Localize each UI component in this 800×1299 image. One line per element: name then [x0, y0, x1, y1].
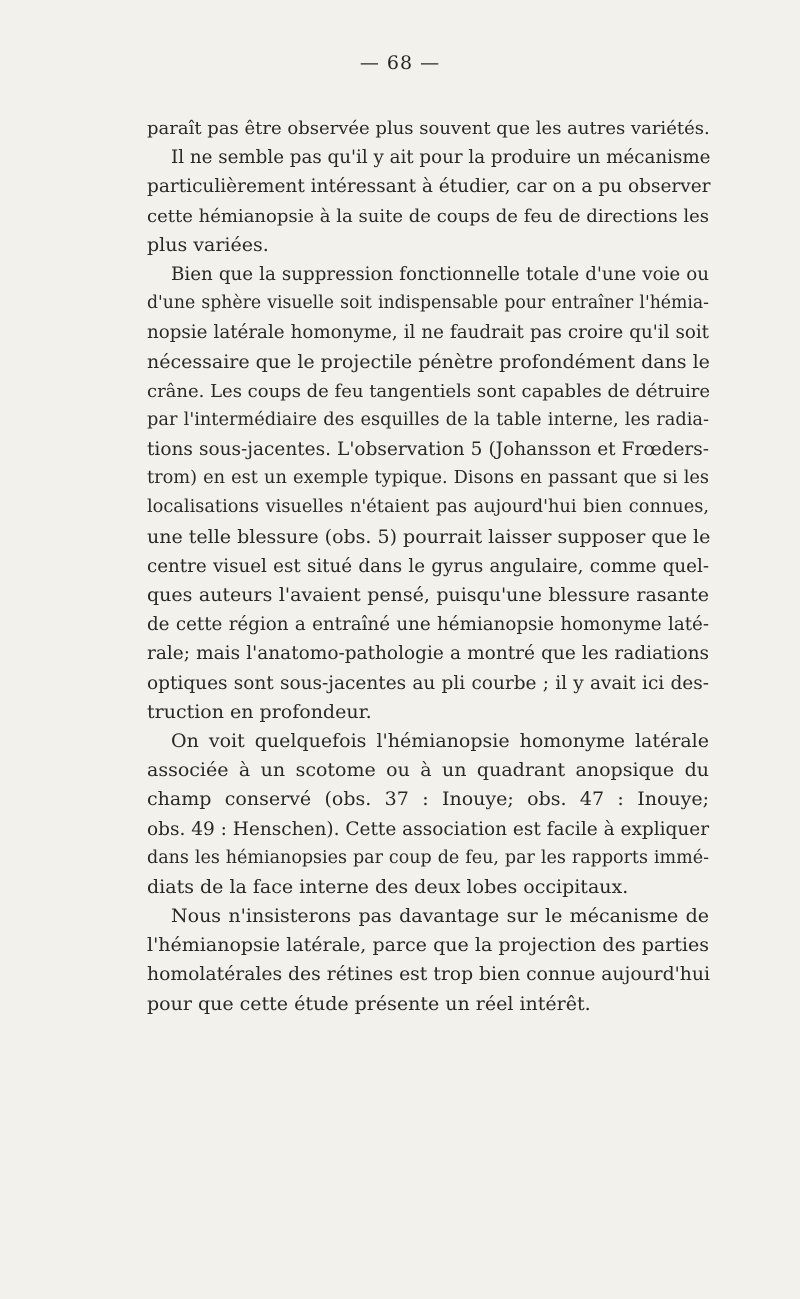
page-number: — 68 —	[359, 52, 441, 74]
text-line: dans les hémianopsies par coup de feu, par les rapports immé-	[147, 847, 709, 868]
text-line: On voit quelquefois l'hémianopsie homonyme latérale	[171, 729, 709, 752]
text-line: l'hémianopsie latérale, parce que la projection des parties	[147, 934, 709, 957]
text-line: plus variées.	[147, 233, 269, 256]
text-line: crâne. Les coups de feu tangentiels sont capables de détruire	[147, 380, 710, 402]
text-line: trom) en est un exemple typique. Disons en passant que si les	[147, 468, 709, 489]
text-line: homolatérales des rétines est trop bien connue aujourd'hui	[147, 964, 710, 986]
text-line: diats de la face interne des deux lobes occipitaux.	[147, 875, 629, 898]
text-line: nécessaire que le projectile pénètre profondément dans le	[147, 350, 710, 373]
text-line: de cette région a entraîné une hémianopsie homonyme laté-	[147, 614, 709, 636]
text-line: une telle blessure (obs. 5) pourrait laisser supposer que le	[147, 525, 711, 548]
text-line: champ conservé (obs. 37 : Inouye; obs. 47 : Inouye;	[147, 788, 709, 811]
text-line: d'une sphère visuelle soit indispensable pour entraîner l'hémia-	[147, 293, 709, 314]
text-line: par l'intermédiaire des esquilles de la table interne, les radia-	[147, 409, 709, 430]
body-text	[147, 114, 709, 1019]
text-line: localisations visuelles n'étaient pas aujourd'hui bien connues,	[147, 497, 709, 518]
text-line: paraît pas être observée plus souvent que les autres variétés.	[147, 118, 710, 139]
text-line: associée à un scotome ou à un quadrant anopsique du	[147, 759, 709, 782]
text-line: pour que cette étude présente un réel intérêt.	[147, 992, 591, 1015]
text-line: Bien que la suppression fonctionnelle totale d'une voie ou	[171, 263, 709, 285]
text-line: cette hémianopsie à la suite de coups de feu de directions les	[147, 205, 709, 227]
text-line: tions sous-jacentes. L'observation 5 (Johansson et Frœders-	[147, 439, 709, 461]
text-line: optiques sont sous-jacentes au pli courbe ; il y avait ici des-	[147, 672, 709, 694]
text-line: Nous n'insisterons pas davantage sur le mécanisme de	[171, 905, 709, 928]
text-line: nopsie latérale homonyme, il ne faudrait pas croire qu'il soit	[147, 322, 709, 344]
text-line: particulièrement intéressant à étudier, car on a pu observer	[147, 176, 711, 198]
text-line: ques auteurs l'avaient pensé, puisqu'une blessure rasante	[147, 584, 709, 606]
text-line: Il ne semble pas qu'il y ait pour la produire un mécanisme	[171, 147, 711, 169]
text-line: rale; mais l'anatomo-pathologie a montré que les radiations	[147, 643, 709, 665]
text-line: obs. 49 : Henschen). Cette association est facile à expliquer	[147, 818, 710, 840]
text-line: truction en profondeur.	[147, 700, 372, 723]
text-line: centre visuel est situé dans le gyrus angulaire, comme quel-	[147, 555, 709, 577]
